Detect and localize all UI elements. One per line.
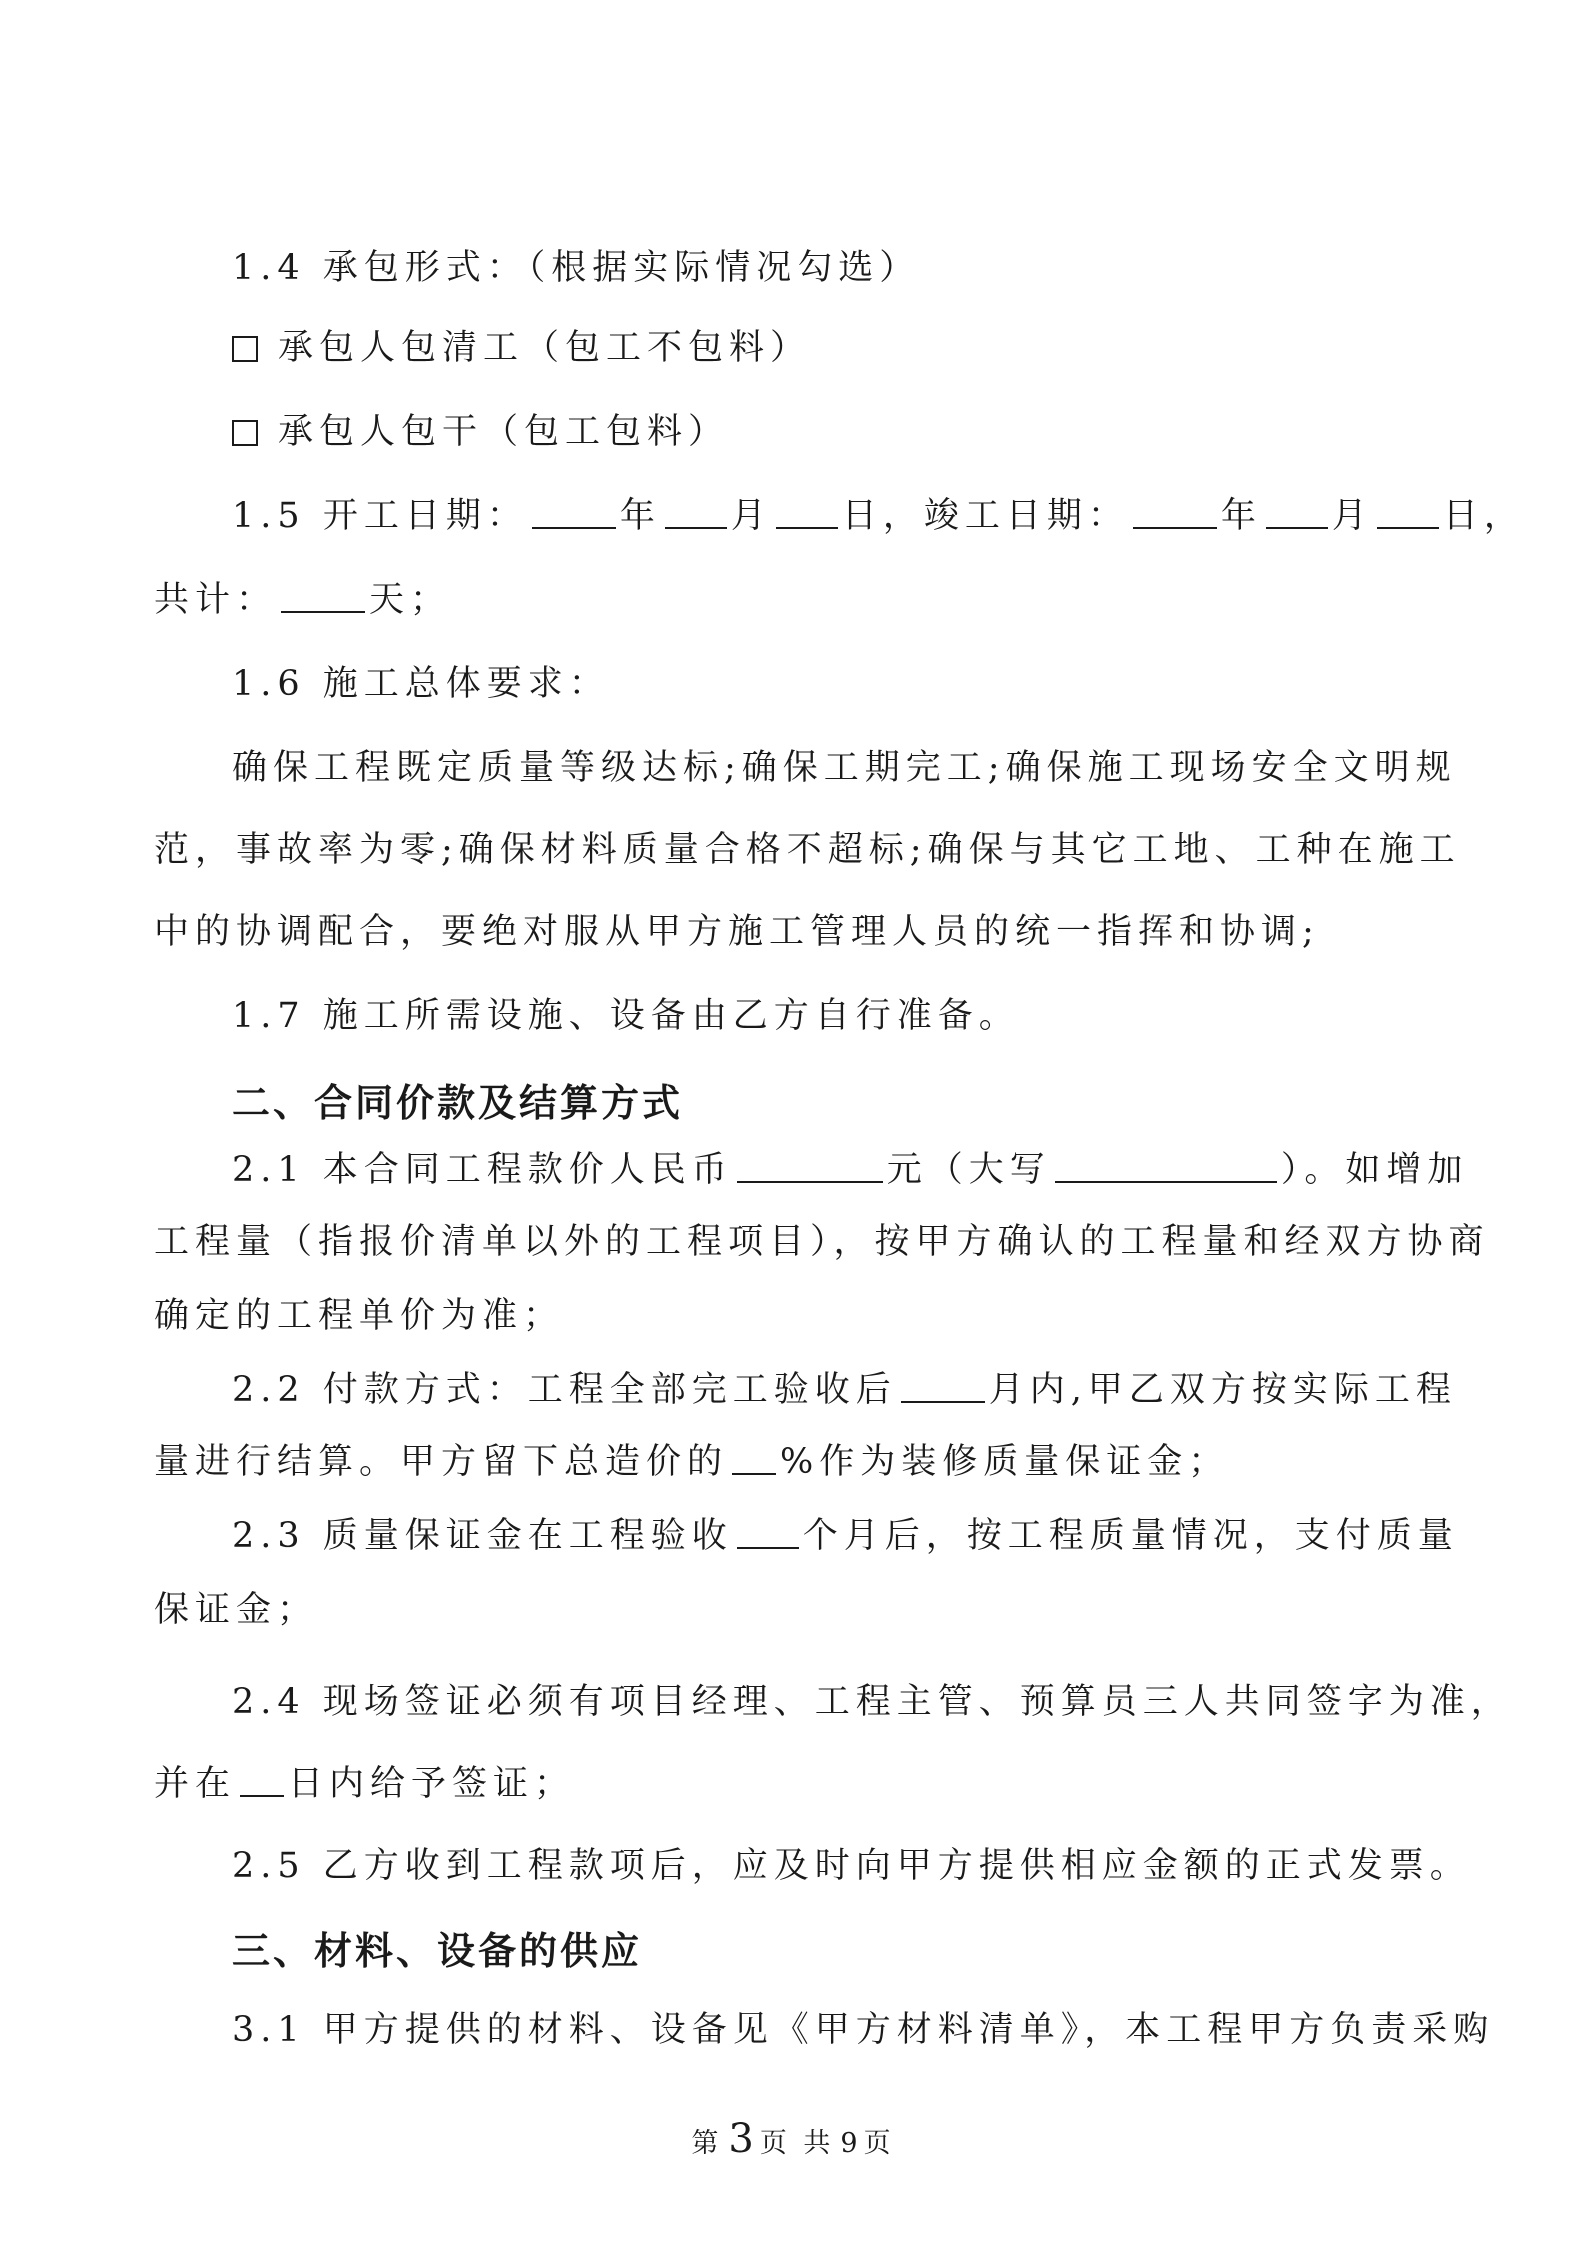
year-label: 年 bbox=[1220, 496, 1262, 536]
amount-blank[interactable] bbox=[737, 1149, 883, 1183]
page-footer bbox=[0, 2116, 1586, 2162]
sign-days-blank[interactable] bbox=[240, 1763, 284, 1797]
month-label: 月 bbox=[1331, 496, 1373, 536]
amount-words-blank[interactable] bbox=[1055, 1149, 1277, 1183]
clause-1-4: 1.4 承包形式：（根据实际情况勾选） bbox=[232, 248, 921, 288]
clause-2-2-text: %作为装修质量保证金； bbox=[780, 1442, 1230, 1482]
clause-2-1-line-3: 确定的工程单价为准； bbox=[154, 1296, 565, 1336]
requirements-line-1: 确保工程既定质量等级达标;确保工期完工;确保施工现场安全文明规 bbox=[232, 748, 1457, 788]
clause-2-5: 2.5 乙方收到工程款项后，应及时向甲方提供相应金额的正式发票。 bbox=[232, 1846, 1471, 1886]
option-turnkey bbox=[232, 410, 729, 454]
clause-2-3-line-2: 保证金； bbox=[154, 1590, 319, 1630]
section-heading-materials: 三、材料、设备的供应 bbox=[232, 1928, 643, 1973]
footer-text: 第 bbox=[691, 2128, 723, 2159]
clause-2-3-text: 2.3 质量保证金在工程验收 bbox=[232, 1516, 733, 1556]
end-day-blank[interactable] bbox=[1377, 495, 1439, 529]
footer-text: 页 bbox=[863, 2128, 895, 2159]
day-label: 日， bbox=[841, 496, 924, 536]
clause-2-1-line-2: 工程量（指报价清单以外的工程项目），按甲方确认的工程量和经双方协商 bbox=[154, 1222, 1490, 1262]
end-year-blank[interactable] bbox=[1133, 495, 1217, 529]
end-month-blank[interactable] bbox=[1266, 495, 1328, 529]
clause-1-5-total bbox=[154, 578, 451, 622]
clause-2-4: 2.4 现场签证必须有项目经理、工程主管、预算员三人共同签字为准， bbox=[232, 1682, 1512, 1722]
month-label: 月 bbox=[730, 496, 772, 536]
section-heading-contract-price: 二、合同价款及结算方式 bbox=[232, 1080, 684, 1125]
total-pages: 9 bbox=[840, 2128, 858, 2159]
months-blank[interactable] bbox=[901, 1369, 985, 1403]
footer-text: 页 共 bbox=[759, 2128, 835, 2159]
option-labor-only-label: 承包人包清工（包工不包料） bbox=[278, 328, 812, 368]
clause-2-2-text: 月内,甲乙双方按实际工程 bbox=[988, 1370, 1457, 1410]
clause-2-3 bbox=[232, 1514, 1459, 1558]
retention-months-blank[interactable] bbox=[737, 1515, 799, 1549]
clause-2-1 bbox=[232, 1148, 1468, 1192]
requirements-line-3: 中的协调配合，要绝对服从甲方施工管理人员的统一指挥和协调; bbox=[154, 912, 1320, 952]
start-date-label: 开工日期： bbox=[322, 496, 528, 536]
percent-blank[interactable] bbox=[732, 1441, 776, 1475]
clause-2-1-text: 2.1 本合同工程款价人民币 bbox=[232, 1150, 733, 1190]
option-turnkey-label: 承包人包干（包工包料） bbox=[278, 412, 730, 452]
clause-2-4-line-2 bbox=[154, 1762, 575, 1806]
days-unit: 天； bbox=[369, 580, 452, 620]
clause-1-6: 1.6 施工总体要求： bbox=[232, 664, 610, 704]
start-day-blank[interactable] bbox=[776, 495, 838, 529]
clause-1-5 bbox=[232, 494, 1525, 538]
clause-2-1-text: ）。如增加 bbox=[1280, 1150, 1469, 1190]
clause-number: 1.5 bbox=[232, 496, 306, 536]
clause-2-2-text: 量进行结算。甲方留下总造价的 bbox=[154, 1442, 729, 1482]
total-days-label: 共计： bbox=[154, 580, 278, 620]
option-labor-only bbox=[232, 326, 811, 370]
clause-2-3-text: 个月后，按工程质量情况，支付质量 bbox=[802, 1516, 1459, 1556]
checkbox-turnkey[interactable] bbox=[232, 420, 258, 446]
clause-3-1: 3.1 甲方提供的材料、设备见《甲方材料清单》，本工程甲方负责采购 bbox=[232, 2010, 1495, 2050]
end-date-label: 竣工日期： bbox=[923, 496, 1129, 536]
clause-2-2-line-2 bbox=[154, 1440, 1229, 1484]
page-number: 3 bbox=[728, 2116, 754, 2162]
clause-2-2 bbox=[232, 1368, 1457, 1412]
requirements-line-2: 范，事故率为零;确保材料质量合格不超标;确保与其它工地、工种在施工 bbox=[154, 830, 1461, 870]
start-month-blank[interactable] bbox=[665, 495, 727, 529]
total-days-blank[interactable] bbox=[281, 579, 365, 613]
day-label: 日， bbox=[1442, 496, 1525, 536]
clause-2-4-text: 并在 bbox=[154, 1764, 237, 1804]
clause-1-7: 1.7 施工所需设施、设备由乙方自行准备。 bbox=[232, 996, 1020, 1036]
year-label: 年 bbox=[619, 496, 661, 536]
clause-2-1-text: 元（大写 bbox=[886, 1150, 1051, 1190]
clause-2-2-text: 2.2 付款方式：工程全部完工验收后 bbox=[232, 1370, 897, 1410]
clause-2-4-text: 日内给予签证； bbox=[288, 1764, 576, 1804]
start-year-blank[interactable] bbox=[532, 495, 616, 529]
checkbox-labor-only[interactable] bbox=[232, 336, 258, 362]
